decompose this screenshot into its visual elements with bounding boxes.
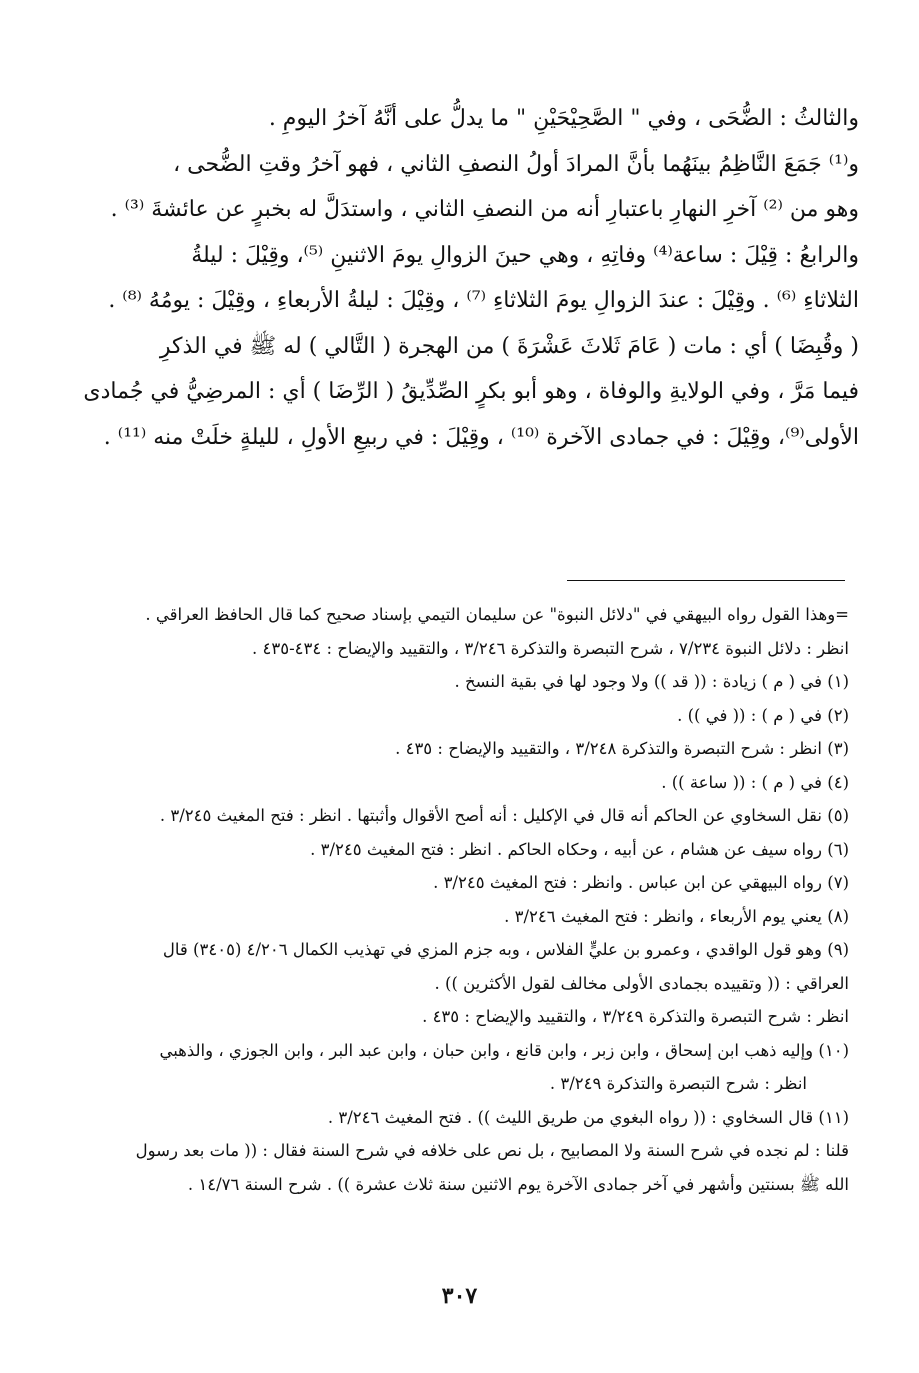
footnote-line: انظر : دلائل النبوة ٧/٢٣٤ ، شرح التبصرة والتذكرة ٣/٢٤٦ ، والتقييد والإيضاح : ٤٣٤-٤٣٥ . bbox=[251, 638, 849, 658]
footnote-8: (٨) يعني يوم الأربعاء ، وانظر : فتح المغيث ٣/٢٤٦ . bbox=[504, 906, 849, 926]
footnote-11-continued: الله ﷺ بسنتين وأشهر في آخر جمادى الآخرة يوم الاثنين سنة ثلاث عشرة )) . شرح السنة ١٤/٧٦ . bbox=[187, 1174, 849, 1194]
footnote-2: (٢) في ( م ) : (( في )) . bbox=[677, 705, 849, 725]
main-text-line: الثلاثاءِ ⁽⁶⁾ . وقِيْلَ : عندَ الزوالِ يومَ الثلاثاءِ ⁽⁷⁾ ، وقِيْلَ : ليلةُ الأربعاءِ ، وقِيْلَ : يومُهُ ⁽⁸⁾ . bbox=[108, 288, 859, 313]
main-text-line: والثالثُ : الضُّحَى ، وفي " الصَّحِيْحَيْنِ " ما يدلُّ على أنَّهُ آخرُ اليومِ . bbox=[268, 106, 859, 131]
footnote-11-continued: قلنا : لم نجده في شرح السنة ولا المصابيح ، بل نص على خلافه في شرح السنة فقال : (( مات بعد رسول bbox=[135, 1141, 849, 1160]
main-text-line: و⁽¹⁾ جَمَعَ النَّاظِمُ بينَهُما بأنَّ المرادَ أولُ النصفِ الثاني ، فهو آخرُ وقتِ الضُّحى ، bbox=[173, 151, 859, 177]
footnote-divider bbox=[567, 580, 845, 581]
footnote-9-continued: العراقي : (( وتقييده بجمادى الأولى مخالف لقول الأكثرين )) . bbox=[434, 973, 849, 993]
footnote-10: (١٠) وإليه ذهب ابن إسحاق ، وابن زبر ، وابن قانع ، وابن حبان ، وابن عبد البر ، وابن الجوزي ، والذهبي bbox=[159, 1040, 849, 1060]
main-text-line: فيما مَرَّ ، وفي الولايةِ والوفاة ، وهو أبو بكرٍ الصِّدِّيقُ ( الرِّضَا ) أي : المرضِيُّ في جُمادى bbox=[83, 379, 859, 404]
main-text-line: والرابعُ : قِيْلَ : ساعة⁽⁴⁾ وفاتِهِ ، وهي حينَ الزوالِ يومَ الاثنينِ ⁽⁵⁾، وقِيْلَ : ليلةُ bbox=[191, 242, 859, 268]
footnote-11: (١١) قال السخاوي : (( رواه البغوي من طريق الليث )) . فتح المغيث ٣/٢٤٦ . bbox=[327, 1107, 849, 1127]
footnote-3: (٣) انظر : شرح التبصرة والتذكرة ٣/٢٤٨ ، والتقييد والإيضاح : ٤٣٥ . bbox=[395, 739, 849, 758]
page-number: ٣٠٧ bbox=[441, 1283, 478, 1309]
footnote-9-continued: انظر : شرح التبصرة والتذكرة ٣/٢٤٩ ، والتقييد والإيضاح : ٤٣٥ . bbox=[422, 1007, 849, 1026]
footnote-6: (٦) رواه سيف عن هشام ، عن أبيه ، وحكاه الحاكم . انظر : فتح المغيث ٣/٢٤٥ . bbox=[310, 839, 849, 859]
main-text-line: الأولى⁽⁹⁾، وقِيْلَ : في جمادى الآخرة ⁽¹⁰⁾ ، وقِيْلَ : في ربيعِ الأولِ ، لليلةٍ خلَتْ منه ⁽¹¹⁾ . bbox=[103, 424, 859, 450]
footnote-9: (٩) وهو قول الواقدي ، وعمرو بن عليٍّ الفلاس ، وبه جزم المزي في تهذيب الكمال ٤/٢٠٦ (٣٤٠٥) قال bbox=[162, 940, 849, 959]
footnote-7: (٧) رواه البيهقي عن ابن عباس . وانظر : فتح المغيث ٣/٢٤٥ . bbox=[433, 873, 849, 892]
main-text-line: ( وقُبِضَا ) أي : مات ( عَامَ ثَلاثَ عَشْرَةَ ) من الهجرة ( التَّالي ) له ﷺ في الذكرِ bbox=[159, 333, 859, 359]
footnote-4: (٤) في ( م ) : (( ساعة )) . bbox=[661, 772, 849, 792]
main-text bbox=[60, 96, 859, 460]
main-text-line: وهو من ⁽²⁾ آخرِ النهارِ باعتبارِ أنه من النصفِ الثاني ، واستدَلَّ له بخبرٍ عن عائشةَ ⁽³⁾ . bbox=[110, 197, 859, 222]
footnote-5: (٥) نقل السخاوي عن الحاكم أنه قال في الإكليل : أنه أصح الأقوال وأثبتها . انظر : فتح المغيث ٣/٢٤٥ . bbox=[159, 806, 849, 825]
footnotes bbox=[66, 598, 849, 1201]
footnote-10-continued: انظر : شرح التبصرة والتذكرة ٣/٢٤٩ . bbox=[549, 1074, 807, 1093]
footnote-1: (١) في ( م ) زيادة : (( قد )) ولا وجود لها في بقية النسخ . bbox=[454, 672, 849, 691]
footnote-line: =وهذا القول رواه البيهقي في "دلائل النبوة" عن سليمان التيمي بإسناد صحيح كما قال الحافظ العراقي . bbox=[145, 605, 849, 624]
